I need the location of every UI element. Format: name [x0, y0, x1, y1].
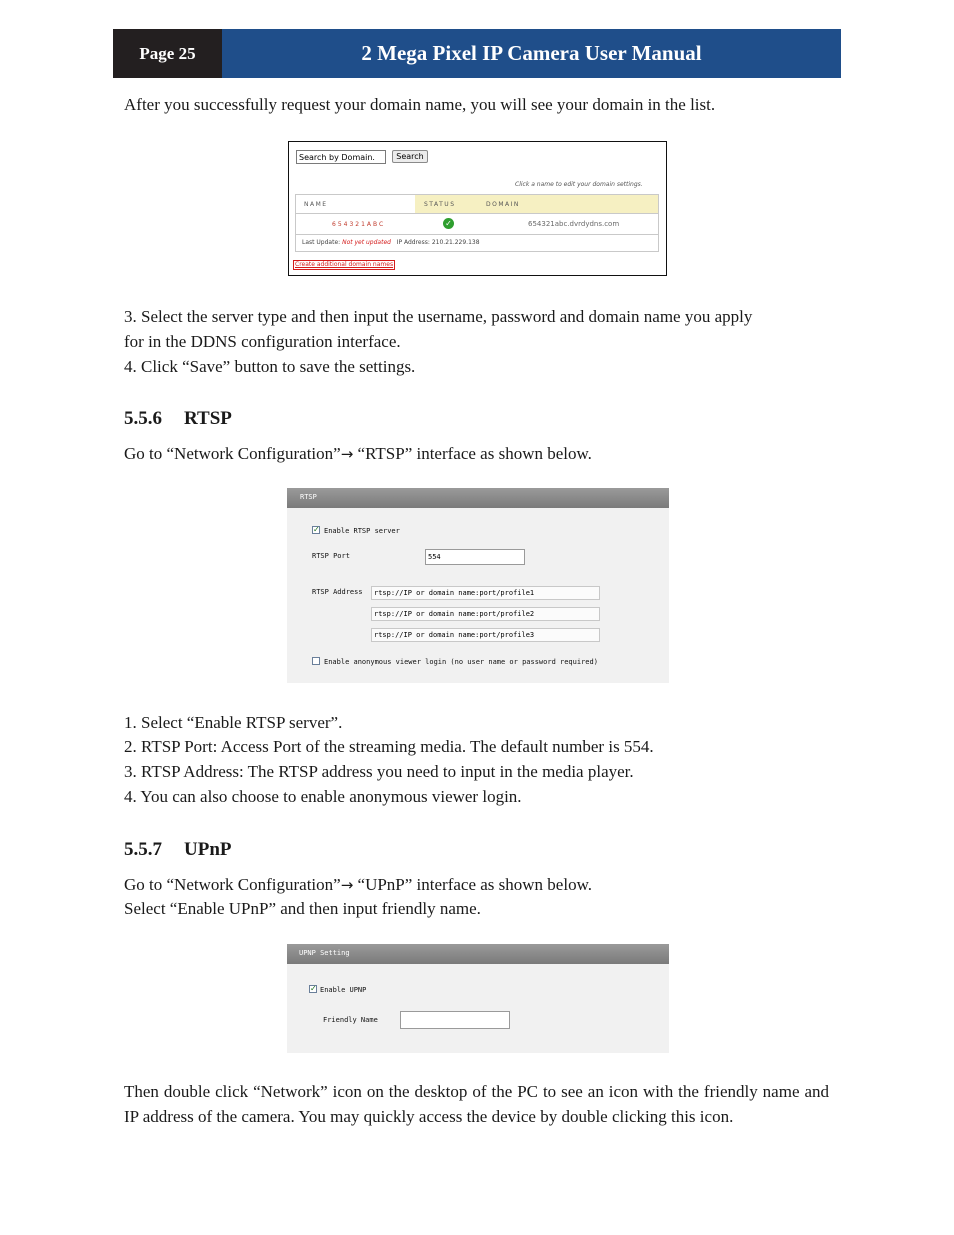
rtsp-address-label: RTSP Address — [312, 588, 363, 596]
column-domain: DOMAIN — [486, 201, 520, 208]
upnp-instruction: Select “Enable UPnP” and then input friendly name. — [124, 899, 481, 918]
edit-hint: Click a name to edit your domain settings. — [515, 181, 643, 188]
last-update-label: Last Update: — [302, 239, 341, 246]
search-button[interactable]: Search — [392, 150, 428, 163]
rtsp-address-field[interactable]: rtsp://IP or domain name:port/profile3 — [371, 628, 600, 642]
rtsp-port-label: RTSP Port — [312, 552, 350, 560]
step-text: 3. Select the server type and then input the username, password and domain name you apply — [124, 307, 753, 326]
search-input[interactable]: Search by Domain. — [296, 150, 386, 164]
step-text: 4. Click “Save” button to save the settings. — [124, 357, 416, 376]
anonymous-login-label: Enable anonymous viewer login (no user name or password required) — [324, 658, 598, 666]
upnp-goto-text — [124, 872, 592, 898]
goto-prefix: Go to “Network Configuration” — [124, 875, 341, 894]
section-title: RTSP — [184, 408, 232, 429]
step-text: 1. Select “Enable RTSP server”. — [124, 713, 343, 732]
domain-name-link[interactable]: 654321ABC — [332, 221, 386, 228]
friendly-name-input[interactable] — [400, 1011, 510, 1029]
manual-title: 2 Mega Pixel IP Camera User Manual — [222, 29, 841, 78]
section-number: 5.5.6 — [124, 408, 162, 429]
goto-prefix: Go to “Network Configuration” — [124, 444, 341, 463]
rtsp-address-field[interactable]: rtsp://IP or domain name:port/profile2 — [371, 607, 600, 621]
section-heading-upnp — [124, 839, 232, 861]
enable-upnp-checkbox[interactable]: ✓ — [310, 984, 317, 993]
intro-text: After you successfully request your domain name, you will see your domain in the list. — [124, 95, 716, 114]
right-arrow-icon: → — [340, 876, 354, 894]
section-heading-rtsp — [124, 408, 232, 430]
section-number: 5.5.7 — [124, 839, 162, 860]
rtsp-settings-screenshot — [287, 488, 669, 683]
rtsp-port-input[interactable]: 554 — [425, 549, 525, 565]
step-text: 4. You can also choose to enable anonymous viewer login. — [124, 787, 522, 806]
panel-header: RTSP — [287, 488, 669, 508]
enable-upnp-label: Enable UPNP — [320, 986, 367, 994]
friendly-name-label: Friendly Name — [323, 1016, 378, 1024]
step-text: 3. RTSP Address: The RTSP address you need to input in the media player. — [124, 762, 634, 781]
check-circle-icon: ✓ — [443, 218, 454, 229]
anonymous-login-checkbox[interactable] — [312, 657, 320, 665]
rtsp-address-field[interactable]: rtsp://IP or domain name:port/profile1 — [371, 586, 600, 600]
panel-header: UPNP Setting — [287, 944, 669, 964]
ip-value: 210.21.229.138 — [431, 239, 480, 246]
enable-rtsp-checkbox[interactable]: ✓ — [313, 525, 320, 534]
goto-suffix: “RTSP” interface as shown below. — [353, 444, 592, 463]
step-text: for in the DDNS configuration interface. — [124, 332, 401, 351]
column-status: STATUS — [424, 201, 456, 208]
rtsp-goto-text — [124, 441, 592, 467]
update-info — [295, 235, 659, 252]
goto-suffix: “UPnP” interface as shown below. — [353, 875, 593, 894]
last-update-value: Not yet updated — [342, 239, 391, 246]
closing-paragraph: Then double click “Network” icon on the desktop of the PC to see an icon with the friendly name and IP address of the camera. You may quickly access the device by double clicking this icon. — [124, 1082, 829, 1126]
right-arrow-icon: → — [340, 445, 354, 463]
domain-table-header — [295, 194, 659, 214]
section-title: UPnP — [184, 839, 232, 860]
page-number: Page 25 — [113, 29, 222, 78]
table-row[interactable] — [295, 214, 659, 235]
domain-value: 654321abc.dvrdydns.com — [528, 220, 620, 228]
create-domain-link[interactable]: Create additional domain names — [295, 261, 394, 268]
step-text: 2. RTSP Port: Access Port of the streaming media. The default number is 554. — [124, 737, 654, 756]
column-name: NAME — [304, 201, 328, 208]
ip-label: IP Address: — [396, 239, 430, 246]
upnp-settings-screenshot — [287, 944, 669, 1053]
ddns-domain-list-screenshot — [288, 141, 667, 276]
enable-rtsp-label: Enable RTSP server — [324, 527, 400, 535]
